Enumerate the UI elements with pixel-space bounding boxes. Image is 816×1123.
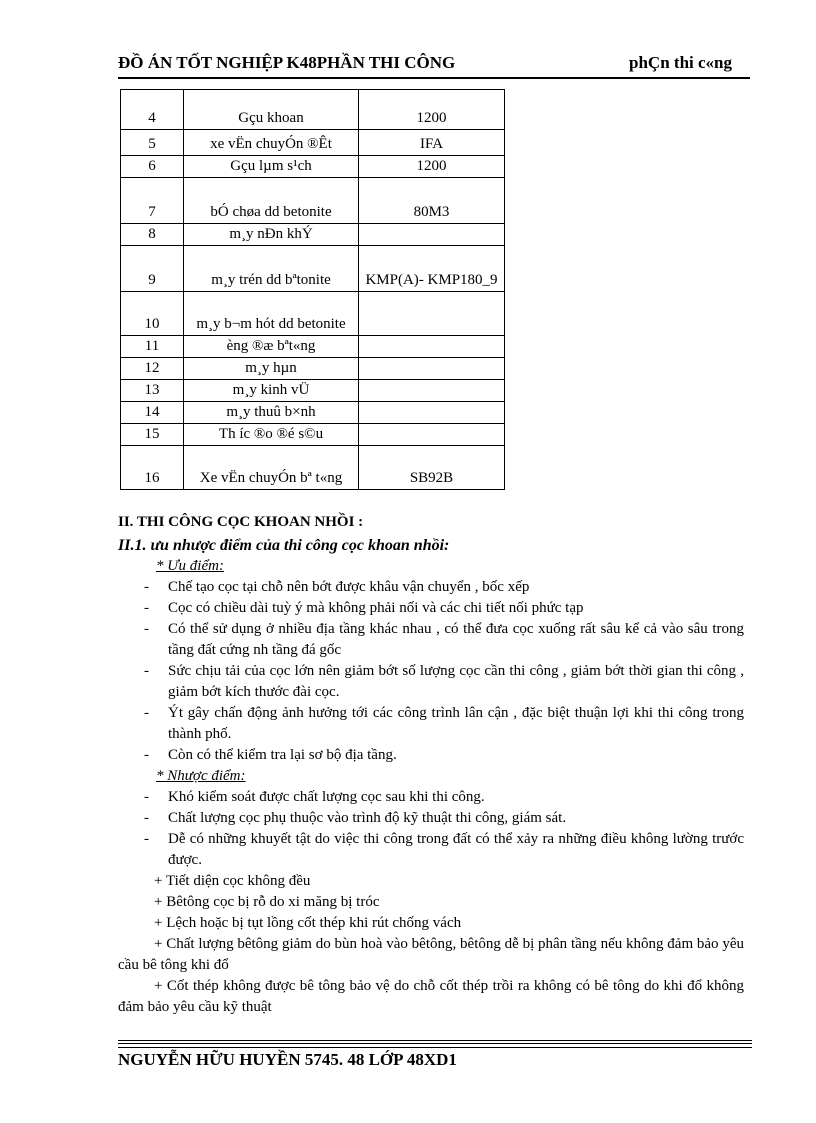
- row-number: 10: [121, 292, 184, 336]
- row-number: 13: [121, 380, 184, 402]
- row-number: 8: [121, 224, 184, 246]
- equipment-spec: [359, 402, 505, 424]
- table-row: [121, 358, 505, 380]
- list-item: - Khó kiểm soát được chất lượng cọc sau khi thi công.: [118, 787, 744, 808]
- list-item: - Ýt gây chấn động ảnh hưởng tới các công trình lân cận , đặc biệt thuận lợi khi thi công trong thành phố.: [118, 703, 744, 745]
- subsection-heading: II.1. ưu nhược điểm của thi công cọc khoan nhồi:: [118, 537, 450, 554]
- row-number: 4: [121, 90, 184, 130]
- defects-detail-list: [118, 934, 744, 1018]
- list-item: + Lệch hoặc bị tụt lồng cốt thép khi rút chống vách: [154, 915, 462, 931]
- equipment-name: Xe vËn chuyÓn bª t«ng: [184, 446, 359, 490]
- list-item: - Còn có thể kiểm tra lại sơ bộ địa tầng.: [118, 745, 744, 766]
- document-body: [118, 512, 744, 1018]
- equipment-spec: [359, 424, 505, 446]
- row-number: 11: [121, 336, 184, 358]
- disadvantages-list: [118, 787, 744, 871]
- equipment-spec: [359, 336, 505, 358]
- equipment-spec: 1200: [359, 156, 505, 178]
- list-item: + Chất lượng bêtông giảm do bùn hoà vào bêtông, bêtông dễ bị phân tầng nếu không đảm bảo yêu cầu bê tông khi đổ: [118, 936, 744, 973]
- row-number: 15: [121, 424, 184, 446]
- footer-divider: [118, 1040, 752, 1048]
- equipment-name: bÓ chøa dd betonite: [184, 178, 359, 224]
- list-item: - Chất lượng cọc phụ thuộc vào trình độ kỹ thuật thi công, giám sát.: [118, 808, 744, 829]
- equipment-name: èng ®æ bªt«ng: [184, 336, 359, 358]
- equipment-name: m¸y trén dd bªtonite: [184, 246, 359, 292]
- table-row: [121, 292, 505, 336]
- list-item: + Cốt thép không được bê tông bảo vệ do chỗ cốt thép trồi ra không có bê tông do khi đổ không đảm bảo yêu cầu kỹ thuật: [118, 978, 744, 1015]
- table-row: [121, 178, 505, 224]
- equipment-spec: SB92B: [359, 446, 505, 490]
- row-number: 9: [121, 246, 184, 292]
- row-number: 12: [121, 358, 184, 380]
- advantages-label: * Ưu điểm:: [156, 558, 224, 574]
- list-item: - Sức chịu tải của cọc lớn nên giảm bớt số lượng cọc cần thi công , giảm bớt thời gian thi công , giảm bớt kích thước đài cọc.: [118, 661, 744, 703]
- list-item: - Có thể sử dụng ở nhiều địa tầng khác nhau , có thể đưa cọc xuống rất sâu kể cả vào sâu trong tầng đất cứng nh tầng đá gốc: [118, 619, 744, 661]
- equipment-spec: KMP(A)- KMP180_9: [359, 246, 505, 292]
- list-item: + Tiết diện cọc không đều: [154, 873, 311, 889]
- table-row: [121, 336, 505, 358]
- equipment-spec: 1200: [359, 90, 505, 130]
- equipment-name: m¸y b¬m hót dd betonite: [184, 292, 359, 336]
- list-item: - Dễ có những khuyết tật do việc thi công trong đất có thể xảy ra những điều không lường trước được.: [118, 829, 744, 871]
- section-heading: II. THI CÔNG CỌC KHOAN NHỒI :: [118, 514, 364, 530]
- equipment-name: m¸y hµn: [184, 358, 359, 380]
- equipment-spec: 80M3: [359, 178, 505, 224]
- equipment-spec: [359, 358, 505, 380]
- equipment-name: m¸y kinh vÜ: [184, 380, 359, 402]
- row-number: 7: [121, 178, 184, 224]
- header-title: ĐỒ ÁN TỐT NGHIỆP K48PHẦN THI CÔNG: [118, 53, 456, 72]
- table-row: [121, 90, 505, 130]
- table-row: [121, 130, 505, 156]
- disadvantages-label: * Nhược điểm:: [156, 768, 246, 784]
- defects-list: [118, 871, 744, 934]
- page-footer: NGUYỄN HỮU HUYỀN 5745. 48 LỚP 48XD1: [118, 1050, 457, 1069]
- table-row: [121, 246, 505, 292]
- equipment-spec: [359, 380, 505, 402]
- list-item: + Bêtông cọc bị rỗ do xi măng bị tróc: [154, 894, 380, 910]
- equipment-name: xe vËn chuyÓn ®Êt: [184, 130, 359, 156]
- page-header: [118, 53, 750, 79]
- advantages-list: [118, 577, 744, 766]
- equipment-spec: [359, 292, 505, 336]
- equipment-name: Gçu khoan: [184, 90, 359, 130]
- table-row: [121, 380, 505, 402]
- header-section: phÇn thi c«ng: [629, 53, 732, 72]
- row-number: 14: [121, 402, 184, 424]
- row-number: 6: [121, 156, 184, 178]
- table-row: [121, 446, 505, 490]
- equipment-table: [120, 89, 505, 490]
- equipment-spec: [359, 224, 505, 246]
- row-number: 5: [121, 130, 184, 156]
- table-row: [121, 424, 505, 446]
- table-row: [121, 156, 505, 178]
- equipment-name: Gçu lµm s¹ch: [184, 156, 359, 178]
- row-number: 16: [121, 446, 184, 490]
- list-item: - Chế tạo cọc tại chỗ nên bớt được khâu vận chuyển , bốc xếp: [118, 577, 744, 598]
- table-row: [121, 224, 505, 246]
- list-item: - Cọc có chiều dài tuỳ ý mà không phải nối và các chi tiết nối phức tạp: [118, 598, 744, 619]
- equipment-name: m¸y nÐn khÝ: [184, 224, 359, 246]
- table-row: [121, 402, 505, 424]
- equipment-spec: IFA: [359, 130, 505, 156]
- equipment-name: Th íc ®o ®é s©u: [184, 424, 359, 446]
- equipment-name: m¸y thuû b×nh: [184, 402, 359, 424]
